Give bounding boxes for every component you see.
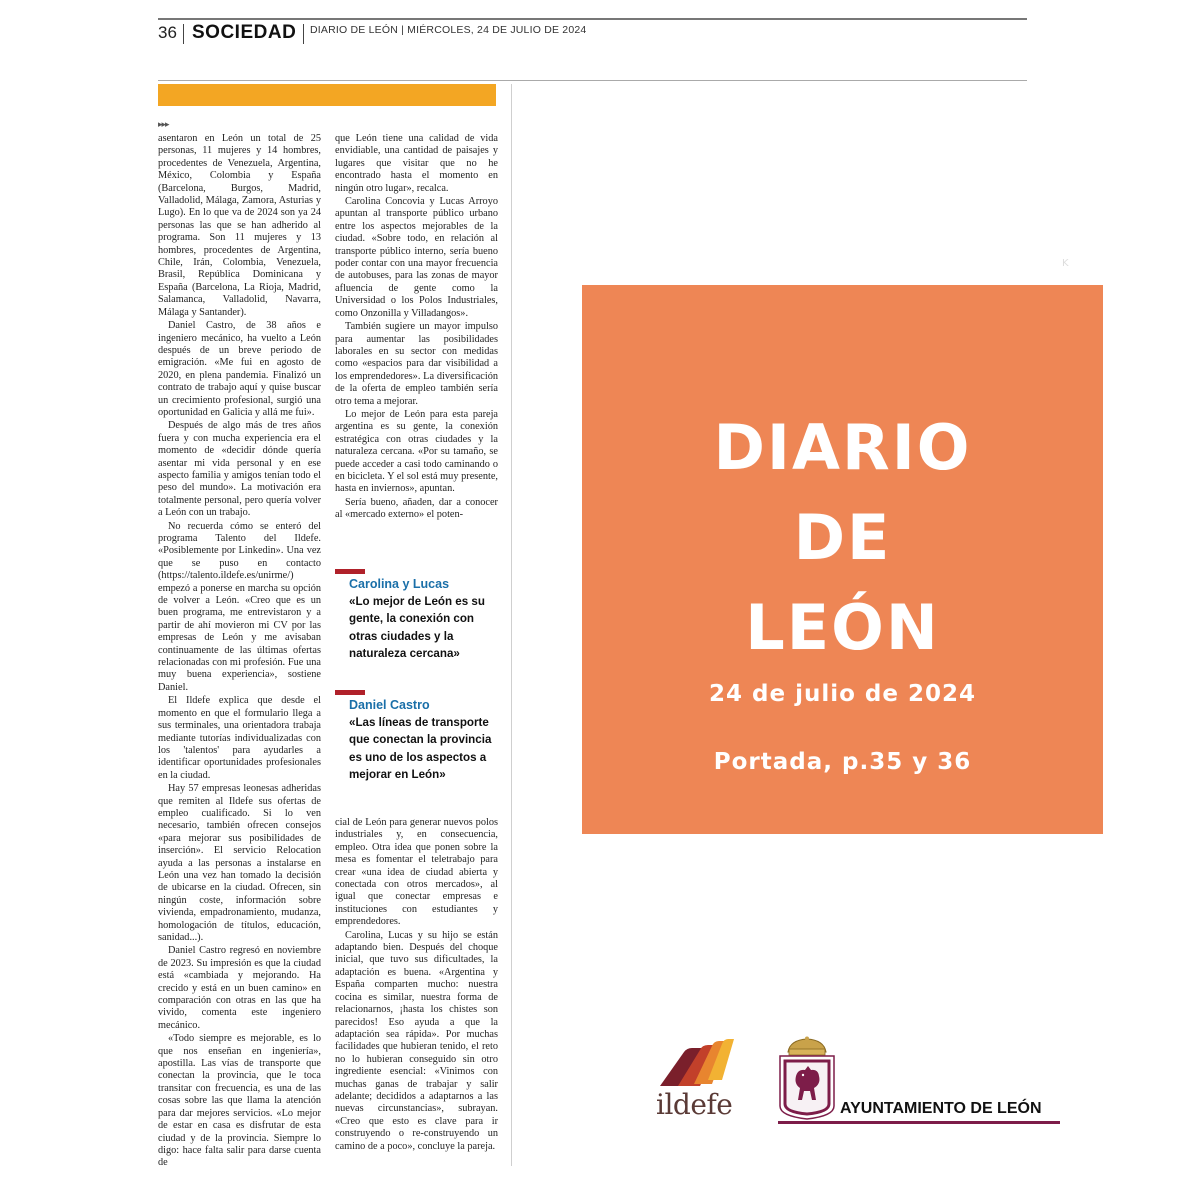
quote-text: «Lo mejor de León es su gente, la conexión con otras ciudades y la naturaleza cercana» bbox=[349, 595, 485, 661]
paragraph: Daniel Castro regresó en noviembre de 2023. Su impresión es que la ciudad está «cambiada y mejorando. Ha crecido y está en un buen camino» en comparación con otras en las que ha vivido, comenta este ingeniero mecánico. bbox=[158, 945, 321, 1031]
paragraph: Lo mejor de León para esta pareja argentina es su gente, la conexión estratégica con otras ciudades y la naturaleza cercana. «Por su tamaño, se puede acceder a casi todo caminando o en bicicleta. Y el sol está muy presente, hasta en inviernos», apuntan. bbox=[335, 408, 498, 495]
article-column-2-bottom bbox=[335, 817, 498, 1173]
section-color-bar bbox=[158, 84, 496, 106]
newspaper-header bbox=[158, 18, 1027, 44]
title-line: LEÓN bbox=[745, 591, 940, 664]
article-column-2-top bbox=[335, 133, 498, 551]
continuation-marker: ▸▸▸ bbox=[158, 120, 169, 130]
paragraph: que León tiene una calidad de vida envidiable, una cantidad de paisajes y lugares que visitar que no he encontrado hasta el momento en ningún otro lugar», recalca. bbox=[335, 133, 498, 194]
title-line: DE bbox=[793, 501, 892, 574]
ayuntamiento-underline bbox=[778, 1121, 1060, 1124]
header-divider bbox=[183, 24, 184, 44]
quote-bar bbox=[335, 690, 365, 695]
quote-bar bbox=[335, 569, 365, 574]
paragraph: Daniel Castro, de 38 años e ingeniero mecánico, ha vuelto a León después de un breve periodo de emigración. «Me fui en agosto de 2020, en plena pandemia. Finalizó un contrato de trabajo aquí y quise buscar un crecimiento profesional, surgió una oportunidad en Galicia y allá me fui». bbox=[158, 320, 321, 418]
paragraph: Hay 57 empresas leonesas adheridas que remiten al Ildefe sus ofertas de empleo cualificado. Si lo ven necesario, también ofrecen consejos «para mejorar sus posibilidades de inserción». El servicio Relocation ayuda a las personas a instalarse en León una vez han tomado la decisión de ubicarse en la ciudad. Ofrecen, sin ningún coste, información sobre vivienda, empadronamiento, mudanza, homologación de títulos, educación, sanidad...). bbox=[158, 783, 321, 943]
ildefe-emblem-icon bbox=[656, 1036, 738, 1090]
paragraph: asentaron en León un total de 25 personas, 11 mujeres y 14 hombres, procedentes de Venezuela, Argentina, México, Colombia y España (Barcelona, Burgos, Madrid, Valladolid, Málaga, Zamora, Asturias y Lugo). En lo que va de 2024 son ya 24 personas las que se han adherido al programa. Son 11 mujeres y 13 hombres, procedentes de Argentina, Chile, Irán, Colombia, Venezuela, Brasil, República Dominicana y España (Barcelona, La Rioja, Madrid, Salamanca, Valladolid, Navarra, Málaga y Santander). bbox=[158, 133, 321, 318]
header-divider bbox=[303, 24, 304, 44]
masthead-info: DIARIO DE LEÓN | MIÉRCOLES, 24 DE JULIO DE 2024 bbox=[310, 24, 587, 36]
title-card bbox=[582, 285, 1103, 834]
pull-quote bbox=[335, 569, 498, 663]
quote-text: «Las líneas de transporte que conectan la provincia es uno de los aspectos a mejorar en León» bbox=[349, 716, 492, 782]
ayuntamiento-logo bbox=[776, 1036, 1060, 1126]
card-title bbox=[582, 403, 1103, 673]
paragraph: «Todo siempre es mejorable, es lo que nos enseñan en ingeniería», apostilla. Las vías de transporte que conectan la provincia, que le toca transitar con frecuencia, es una de las cosas sobre las que llama la atención para dar mejores servicios. «Lo mejor de estar en casa es disfrutar de esta ciudad y de la provincia. Siempre lo digo: hace falta salir para darse cuenta de bbox=[158, 1033, 321, 1169]
quote-author: Daniel Castro bbox=[349, 698, 430, 712]
quote-author: Carolina y Lucas bbox=[349, 577, 450, 591]
paragraph: Sería bueno, añaden, dar a conocer al «mercado externo» el poten- bbox=[335, 496, 498, 521]
coat-of-arms-icon bbox=[776, 1036, 838, 1120]
paragraph: Después de algo más de tres años fuera y con mucha experiencia era el momento de «decidir dónde quería asentar mi vida personal y en ese aspecto familia y amigos tenían todo el peso del mundo». La motivación era totalmente personal, pero quería volver a León con un trabajo. bbox=[158, 420, 321, 519]
ayuntamiento-wordmark: AYUNTAMIENTO DE LEÓN bbox=[840, 1100, 1042, 1117]
header-rule bbox=[158, 80, 1027, 81]
paragraph: cial de León para generar nuevos polos industriales y, en consecuencia, empleo. Otra idea que ponen sobre la mesa es fomentar el teletrabajo para crear «una idea de ciudad abierta y conectada con otros mercados», al igual que conectar empresas e instituciones con estudiantes y emprendedores. bbox=[335, 817, 498, 928]
ildefe-wordmark: ildefe bbox=[656, 1088, 733, 1121]
faint-mark: K bbox=[1062, 258, 1069, 269]
section-title: SOCIEDAD bbox=[192, 22, 297, 43]
paragraph: El Ildefe explica que desde el momento en que el formulario llega a sus terminales, una orientadora trabaja mediante tutorías individualizadas con los 'talentos' para ayudarles a identificar oportunidades profesionales en la ciudad. bbox=[158, 695, 321, 781]
card-date: 24 de julio de 2024 bbox=[708, 681, 976, 707]
title-line: DIARIO bbox=[713, 411, 972, 484]
card-pages: Portada, p.35 y 36 bbox=[713, 749, 972, 775]
paragraph: Carolina, Lucas y su hijo se están adaptando bien. Después del choque inicial, que tuvo sus dificultades, la adaptación es buena. «Argentina y España comparten mucho: nuestra cocina es similar, nuestra forma de relacionarnos, ¡hasta los chistes son parecidos! Eso ayuda a que la adaptación sea rápida». Por muchas facilidades que hubieran tenido, el reto no lo hubieran conseguido sin otro ingrediente esencial: «Vinimos con muchas ganas de trabajar y salir adelante; decididos a adaptarnos a las nuevas circunstancias», subrayan. «Creo que esto es clave para ir construyendo o re-construyendo un camino de a poco», concluye la pareja. bbox=[335, 929, 498, 1152]
paragraph: También sugiere un mayor impulso para aumentar las posibilidades laborales en su sector con medidas como «espacios para dar visibilidad a los emprendedores». La diversificación de la oferta de empleo también sería otro tema a mejorar. bbox=[335, 321, 498, 407]
paragraph: No recuerda cómo se enteró del programa Talento del Ildefe. «Posiblemente por Linkedin». Una vez que se puso en contacto (https://talento.ildefe.es/unirme/) empezó a ponerse en marcha su opción de volver a León. «Creo que es un buen programa, me entrevistaron y a partir de ahí movieron mi CV por las empresas de León y me avisaban continuamente de las últimas ofertas relacionadas con mi profesión. Fue una muy buena experiencia», sostiene Daniel. bbox=[158, 520, 321, 693]
pull-quote bbox=[335, 690, 498, 784]
ildefe-logo bbox=[656, 1036, 738, 1126]
column-divider bbox=[511, 84, 512, 1166]
paragraph: Carolina Concovia y Lucas Arroyo apuntan al transporte público urbano entre los aspectos mejorables de la ciudad. «Sobre todo, en relación al transporte público interno, sería bueno poder contar con una mayor frecuencia de autobuses, para las zonas de mayor afluencia de gente como la Universidad o los Polos Industriales, como Onzonilla y Villadangos». bbox=[335, 196, 498, 319]
article-column-1 bbox=[158, 133, 321, 1173]
page-number: 36 bbox=[158, 23, 177, 42]
